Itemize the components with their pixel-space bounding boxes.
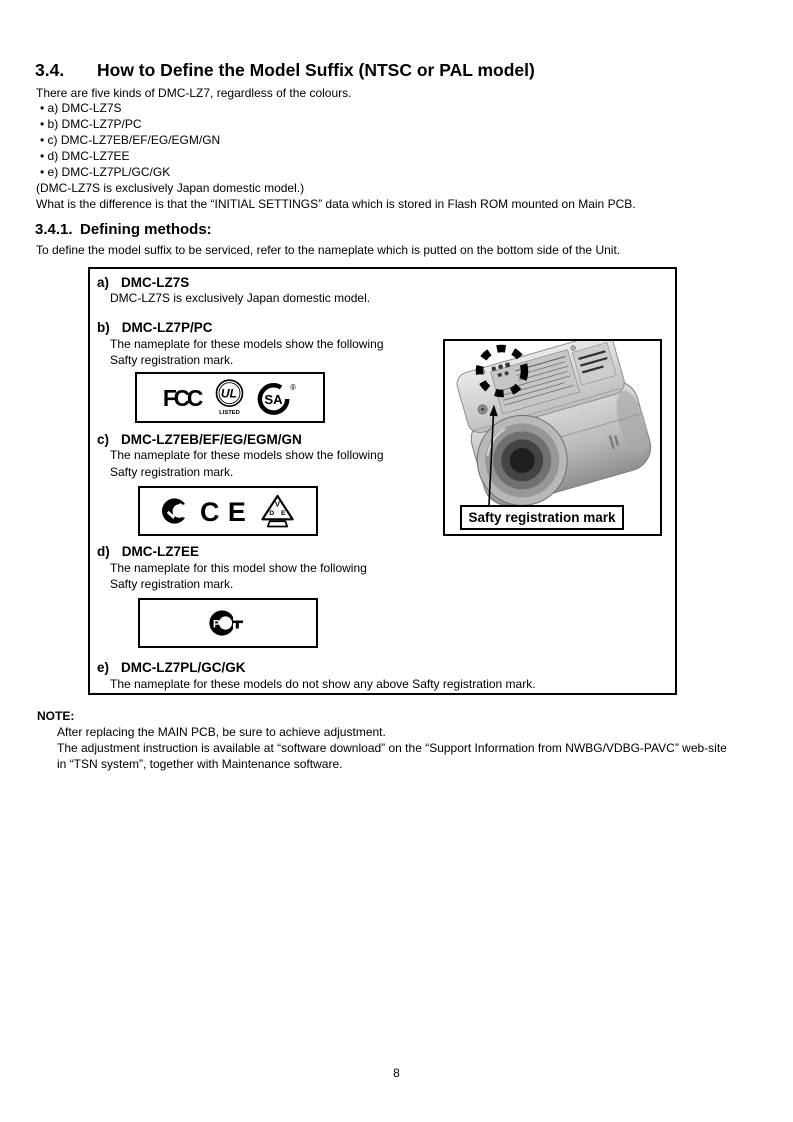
subsection-intro: To define the model suffix to be serviced, refer to the nameplate which is putted on the bottom side of the Unit. (36, 243, 621, 257)
item-model: DMC-LZ7P/PC (121, 320, 213, 335)
item-c-desc-line: Safty registration mark. (110, 465, 234, 479)
item-d-desc-line: The nameplate for this model show the following (110, 561, 367, 575)
marks-box-pct (138, 598, 318, 648)
ul-listed-mark-icon (213, 378, 246, 418)
vde-mark-d: D (269, 509, 275, 517)
item-d-desc-line: Safty registration mark. (110, 577, 234, 591)
item-label: c) (97, 432, 110, 447)
csa-mark-icon (255, 380, 298, 416)
subsection-number: 3.4.1. (35, 221, 73, 238)
camera-figure (443, 339, 662, 536)
item-d-heading (97, 544, 199, 559)
fcc-mark-icon (162, 385, 204, 411)
item-c-heading (97, 432, 302, 447)
item-model: DMC-LZ7PL/GC/GK (121, 660, 246, 675)
note-line: After replacing the MAIN PCB, be sure to achieve adjustment. (57, 725, 386, 739)
subsection-title: Defining methods: (80, 221, 212, 238)
item-label: d) (97, 544, 110, 559)
item-label: a) (97, 275, 110, 290)
csa-mark-text: SA (264, 391, 283, 407)
item-e-heading (97, 660, 246, 675)
section-title: How to Define the Model Suffix (NTSC or PAL model) (97, 60, 535, 80)
model-list-item: • c) DMC-LZ7EB/EF/EG/EGM/GN (40, 133, 221, 147)
difference-note: What is the difference is that the “INITIAL SETTINGS” data which is stored in Flash ROM mounted on Main PCB. (36, 197, 636, 211)
item-b-desc-line: Safty registration mark. (110, 353, 234, 367)
item-model: DMC-LZ7EB/EF/EG/EGM/GN (121, 432, 302, 447)
ce-mark-c: C (199, 497, 220, 526)
item-model: DMC-LZ7S (121, 275, 190, 290)
item-label: b) (97, 320, 110, 335)
item-a-desc: DMC-LZ7S is exclusively Japan domestic model. (110, 291, 371, 305)
note-line: in “TSN system”, together with Maintenance software. (57, 757, 343, 771)
fcc-mark-text: FCC (162, 384, 201, 411)
section-intro: There are five kinds of DMC-LZ7, regardless of the colours. (36, 86, 352, 100)
c-tick-mark-icon (161, 496, 190, 526)
item-c-desc-line: The nameplate for these models show the following (110, 448, 384, 462)
ce-mark-icon (199, 496, 251, 526)
note-line: The adjustment instruction is available at “software download” on the “Support Information from NWBG/VDBG-PAVC” web-site (57, 741, 727, 755)
pct-mark-p: P (212, 618, 221, 631)
vde-mark-v: V (274, 499, 281, 509)
item-b-heading (97, 320, 213, 335)
pct-mark-icon (209, 609, 247, 637)
csa-registered-symbol: ® (290, 382, 296, 392)
note-label: NOTE: (37, 709, 75, 723)
model-list-item: • a) DMC-LZ7S (40, 101, 122, 115)
page-number: 8 (393, 1066, 400, 1080)
item-e-desc: The nameplate for these models do not show any above Safty registration mark. (110, 677, 536, 691)
section-number: 3.4. (35, 60, 65, 80)
ul-mark-text: UL (220, 386, 238, 401)
item-b-desc-line: The nameplate for these models show the following (110, 337, 384, 351)
ul-listed-text: LISTED (219, 409, 240, 416)
marks-box-ctick-ce-vde (138, 486, 318, 536)
model-list-item: • d) DMC-LZ7EE (40, 149, 130, 163)
model-list-item: • e) DMC-LZ7PL/GC/GK (40, 165, 171, 179)
ce-mark-e: E (227, 497, 246, 526)
vde-mark-e: E (281, 509, 286, 517)
item-model: DMC-LZ7EE (121, 544, 199, 559)
safety-mark-callout-label: Safty registration mark (460, 505, 624, 530)
item-a-heading (97, 275, 189, 290)
marks-box-fcc-ul-csa (135, 372, 325, 423)
vde-mark-icon (260, 493, 295, 529)
item-label: e) (97, 660, 110, 675)
japan-note: (DMC-LZ7S is exclusively Japan domestic model.) (36, 181, 305, 195)
model-list-item: • b) DMC-LZ7P/PC (40, 117, 142, 131)
